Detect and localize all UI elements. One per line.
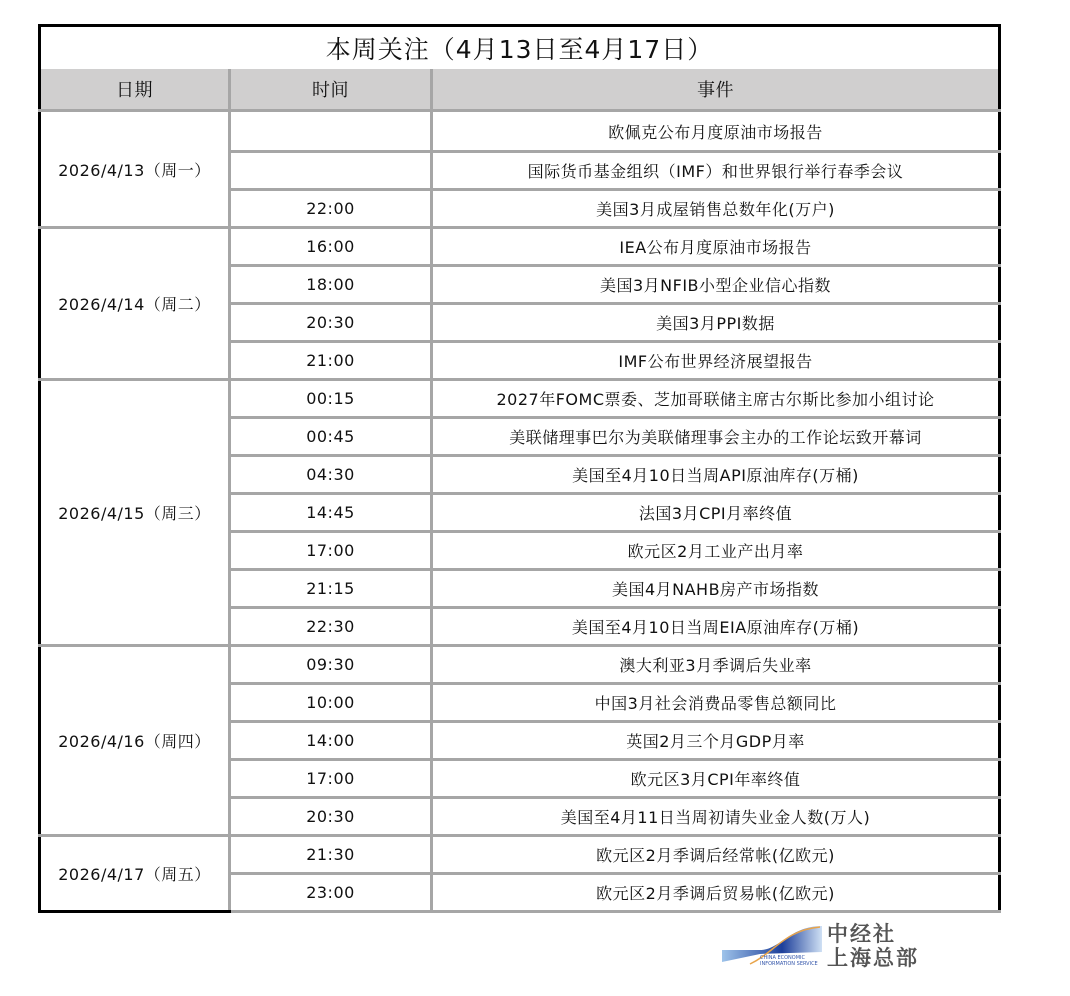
event-cell: 美国至4月11日当周初请失业金人数(万人) xyxy=(432,798,1000,836)
time-cell: 00:15 xyxy=(230,380,432,418)
table-row xyxy=(40,380,1000,418)
event-cell: 2027年FOMC票委、芝加哥联储主席古尔斯比参加小组讨论 xyxy=(432,380,1000,418)
event-cell: 中国3月社会消费品零售总额同比 xyxy=(432,684,1000,722)
event-cell: 欧元区2月工业产出月率 xyxy=(432,532,1000,570)
time-cell xyxy=(230,111,432,152)
event-cell: 英国2月三个月GDP月率 xyxy=(432,722,1000,760)
weekly-calendar xyxy=(38,24,998,913)
time-cell: 23:00 xyxy=(230,874,432,912)
time-cell: 20:30 xyxy=(230,304,432,342)
date-cell: 2026/4/16（周四） xyxy=(40,646,230,836)
table-row xyxy=(40,111,1000,152)
time-cell: 21:15 xyxy=(230,570,432,608)
event-cell: 欧元区3月CPI年率终值 xyxy=(432,760,1000,798)
column-header-time: 时间 xyxy=(230,69,432,111)
column-header-date: 日期 xyxy=(40,69,230,111)
time-cell: 14:00 xyxy=(230,722,432,760)
time-cell: 20:30 xyxy=(230,798,432,836)
time-cell: 00:45 xyxy=(230,418,432,456)
event-cell: 美国3月成屋销售总数年化(万户) xyxy=(432,190,1000,228)
event-cell: 美国至4月10日当周EIA原油库存(万桶) xyxy=(432,608,1000,646)
time-cell: 09:30 xyxy=(230,646,432,684)
table-row xyxy=(40,836,1000,874)
time-cell: 14:45 xyxy=(230,494,432,532)
date-cell: 2026/4/15（周三） xyxy=(40,380,230,646)
time-cell: 17:00 xyxy=(230,760,432,798)
event-cell: IMF公布世界经济展望报告 xyxy=(432,342,1000,380)
time-cell xyxy=(230,152,432,190)
date-cell: 2026/4/13（周一） xyxy=(40,111,230,228)
time-cell: 10:00 xyxy=(230,684,432,722)
event-cell: 法国3月CPI月率终值 xyxy=(432,494,1000,532)
date-cell: 2026/4/17（周五） xyxy=(40,836,230,912)
event-cell: 欧元区2月季调后贸易帐(亿欧元) xyxy=(432,874,1000,912)
event-cell: 美国4月NAHB房产市场指数 xyxy=(432,570,1000,608)
event-cell: IEA公布月度原油市场报告 xyxy=(432,228,1000,266)
event-cell: 美国3月NFIB小型企业信心指数 xyxy=(432,266,1000,304)
event-cell: 澳大利亚3月季调后失业率 xyxy=(432,646,1000,684)
event-cell: 欧元区2月季调后经常帐(亿欧元) xyxy=(432,836,1000,874)
event-cell: 国际货币基金组织（IMF）和世界银行举行春季会议 xyxy=(432,152,1000,190)
time-cell: 18:00 xyxy=(230,266,432,304)
column-header-event: 事件 xyxy=(432,69,1000,111)
time-cell: 22:00 xyxy=(230,190,432,228)
time-cell: 16:00 xyxy=(230,228,432,266)
date-cell: 2026/4/14（周二） xyxy=(40,228,230,380)
events-table xyxy=(38,24,1001,913)
table-title: 本周关注（4月13日至4月17日） xyxy=(40,26,1000,70)
event-cell: 欧佩克公布月度原油市场报告 xyxy=(432,111,1000,152)
time-cell: 22:30 xyxy=(230,608,432,646)
time-cell: 04:30 xyxy=(230,456,432,494)
time-cell: 17:00 xyxy=(230,532,432,570)
event-cell: 美国至4月10日当周API原油库存(万桶) xyxy=(432,456,1000,494)
logo-chinese: 中经社 上海总部 xyxy=(827,922,919,970)
time-cell: 21:00 xyxy=(230,342,432,380)
logo-english: CHINA ECONOMIC INFORMATION SERVICE xyxy=(760,955,818,967)
table-row xyxy=(40,228,1000,266)
event-cell: 美联储理事巴尔为美联储理事会主办的工作论坛致开幕词 xyxy=(432,418,1000,456)
table-row xyxy=(40,646,1000,684)
logo xyxy=(720,922,940,972)
event-cell: 美国3月PPI数据 xyxy=(432,304,1000,342)
time-cell: 21:30 xyxy=(230,836,432,874)
